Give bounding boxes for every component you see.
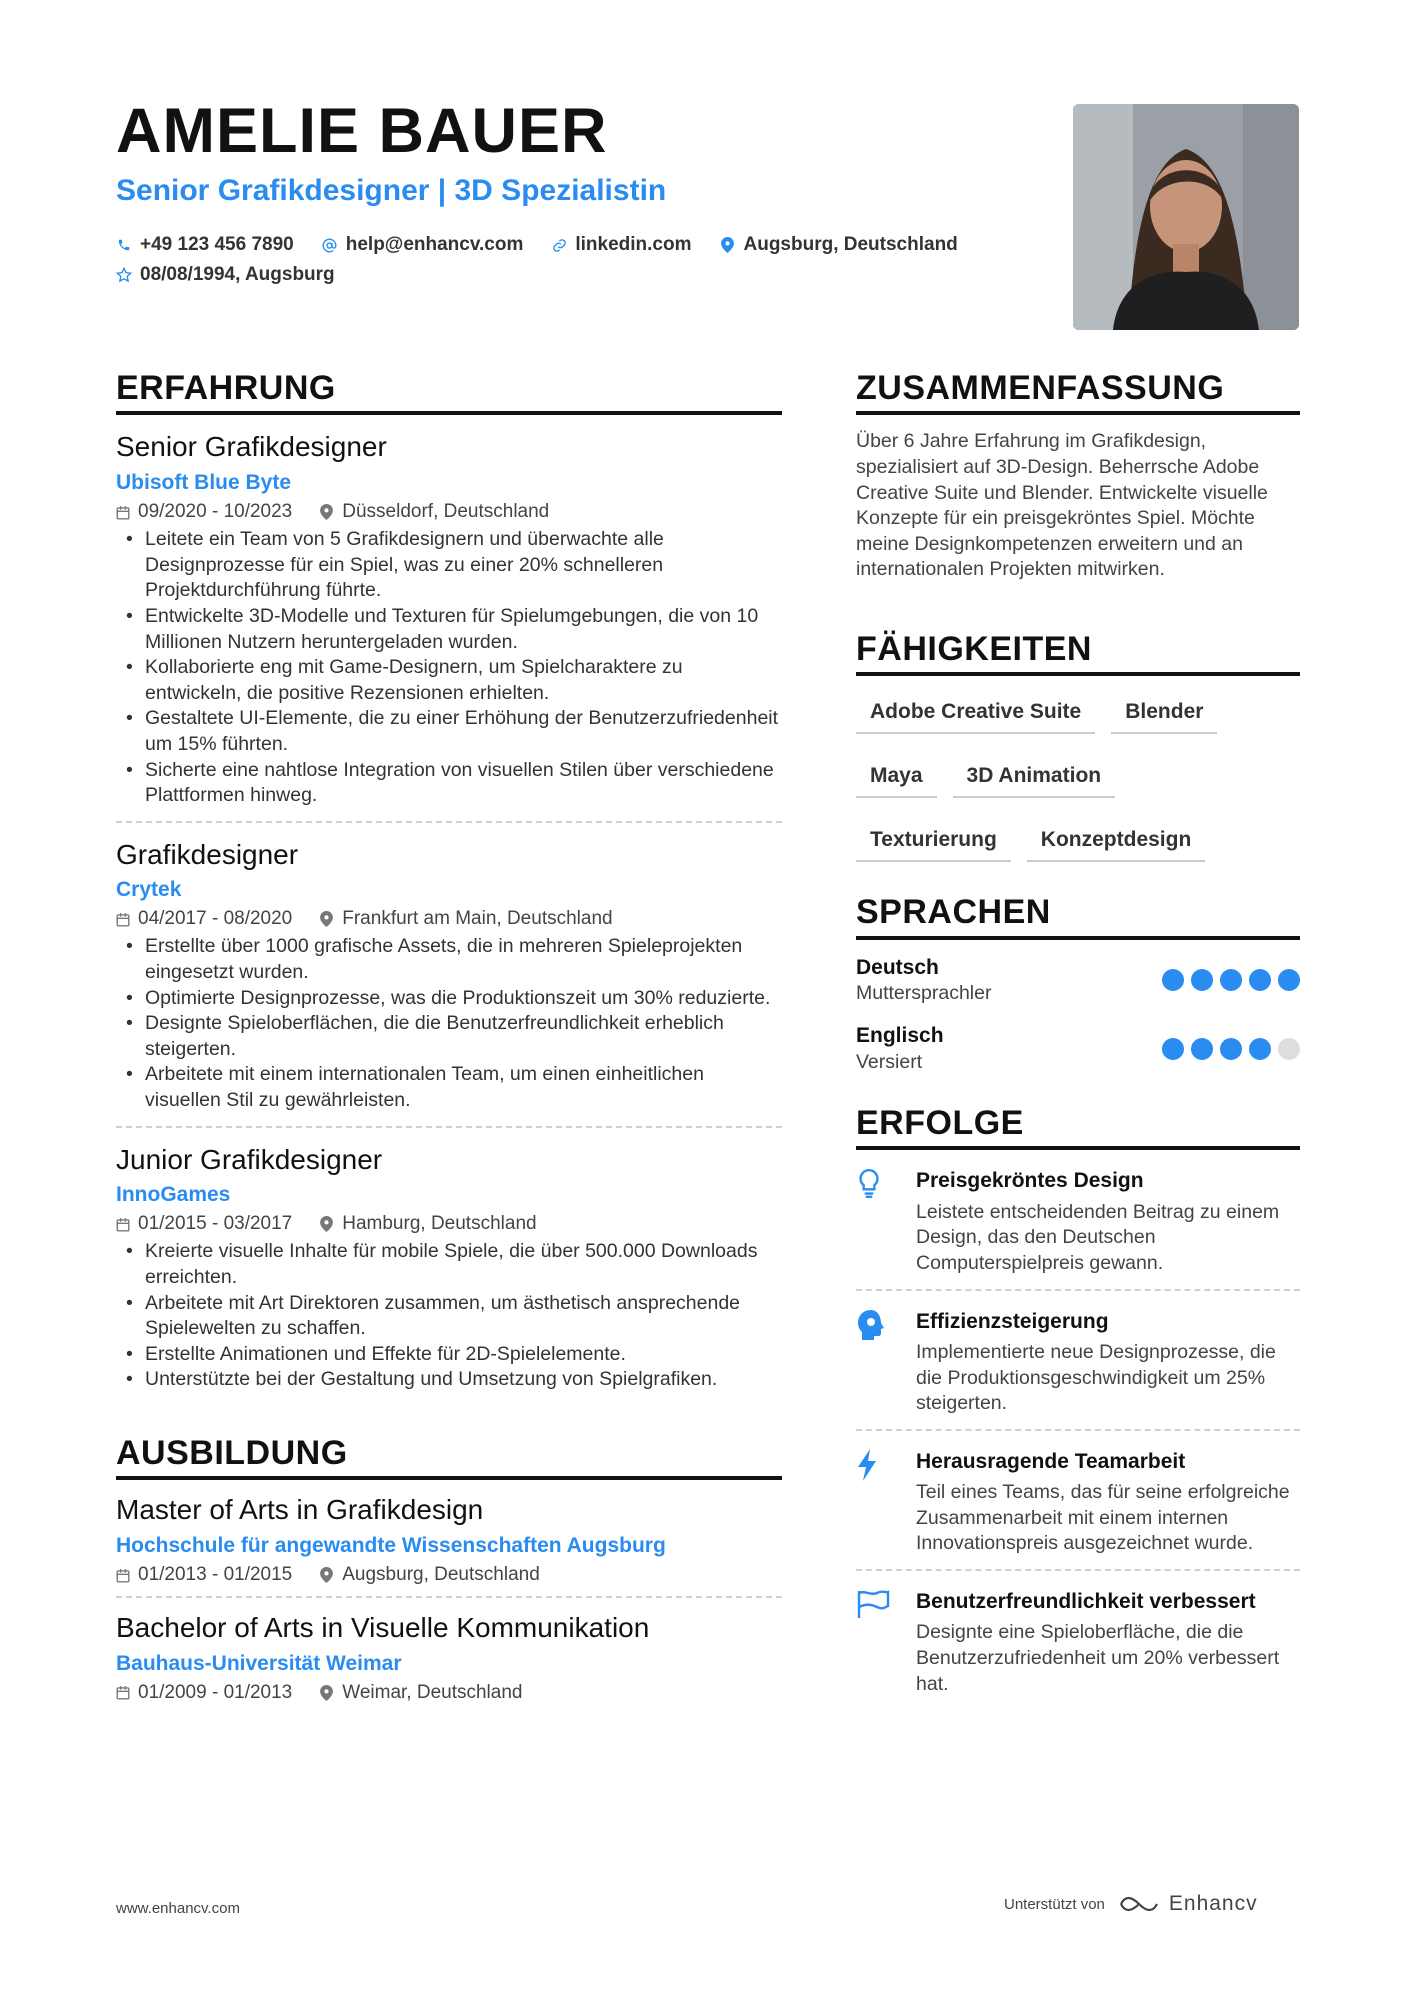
degree-name: Bachelor of Arts in Visuelle Kommunikation bbox=[116, 1612, 650, 1644]
calendar-icon bbox=[116, 1216, 130, 1232]
linkedin-value: linkedin.com bbox=[575, 234, 692, 255]
skill-tag: Maya bbox=[856, 758, 937, 798]
job-role: Grafikdesigner bbox=[116, 838, 299, 870]
job-entry bbox=[116, 1128, 782, 1405]
job-entry bbox=[116, 415, 782, 822]
job-role: Senior Grafikdesigner bbox=[116, 431, 387, 463]
rating-dot bbox=[1249, 969, 1271, 991]
rating-dot bbox=[1278, 1038, 1300, 1060]
achievements-list bbox=[856, 1150, 1300, 1709]
location-value: Augsburg, Deutschland bbox=[342, 1564, 540, 1586]
calendar-icon bbox=[116, 1567, 130, 1583]
entry-dates bbox=[116, 1564, 292, 1586]
skill-tag: 3D Animation bbox=[953, 758, 1116, 798]
achievement-body bbox=[916, 1587, 1300, 1697]
job-bullets bbox=[116, 934, 782, 1113]
degree-name: Master of Arts in Grafikdesign bbox=[116, 1494, 484, 1526]
rating-dot bbox=[1162, 969, 1184, 991]
language-name: Englisch bbox=[856, 1024, 944, 1048]
experience-list bbox=[116, 415, 782, 1405]
lightbulb-icon bbox=[856, 1166, 916, 1276]
rating-dot bbox=[1191, 1038, 1213, 1060]
entry-meta bbox=[116, 1682, 782, 1704]
entry-dates bbox=[116, 1213, 292, 1235]
candidate-title: Senior Grafikdesigner | 3D Spezialistin bbox=[116, 174, 667, 207]
map-pin-icon bbox=[320, 1685, 334, 1701]
language-level: Muttersprachler bbox=[856, 982, 992, 1005]
job-role: Junior Grafikdesigner bbox=[116, 1143, 383, 1175]
summary-text: Über 6 Jahre Erfahrung im Grafikdesign, spezialisiert auf 3D-Design. Beherrsche Adobe Creative Suite und Blender. Entwickelte visuelle Konzepte für ein preisgekröntes Spiel. Möchte meine Designkompetenzen erweitern und an internationalen Projekten mitwirken. bbox=[856, 430, 1268, 581]
contact-info bbox=[116, 230, 1016, 290]
contact-phone bbox=[116, 234, 294, 256]
language-info bbox=[856, 1022, 944, 1075]
entry-meta bbox=[116, 908, 782, 930]
rating-dot bbox=[1191, 969, 1213, 991]
skill-tag: Texturierung bbox=[856, 822, 1011, 862]
language-info bbox=[856, 954, 991, 1007]
rating-dot bbox=[1249, 1038, 1271, 1060]
contact-email[interactable] bbox=[322, 234, 524, 256]
achievement-item bbox=[856, 1571, 1300, 1709]
bullet-item: • Entwickelte 3D-Modelle und Texturen für Spielumgebungen, die von 10 Millionen Nutzern heruntergeladen wurden. bbox=[116, 604, 782, 655]
left-column bbox=[116, 370, 782, 1714]
achievement-desc: Implementierte neue Designprozesse, die die Produktionsgeschwindigkeit um 25% steigerten. bbox=[916, 1340, 1276, 1415]
rating-dot bbox=[1220, 1038, 1242, 1060]
job-entry bbox=[116, 823, 782, 1128]
contact-linkedin[interactable] bbox=[551, 234, 691, 256]
enhancv-brand: Enhancv bbox=[1168, 1892, 1258, 1915]
entry-meta bbox=[116, 1213, 782, 1235]
dates-value: 01/2013 - 01/2015 bbox=[138, 1564, 293, 1586]
map-pin-icon bbox=[320, 1216, 334, 1232]
achievement-desc: Teil eines Teams, das für seine erfolgreiche Zusammenarbeit mit einem internen Innovationspreis ausgezeichnet wurde. bbox=[916, 1481, 1290, 1555]
calendar-icon bbox=[116, 911, 130, 927]
location-value: Frankfurt am Main, Deutschland bbox=[342, 908, 613, 930]
entry-location bbox=[320, 1213, 536, 1235]
link-icon bbox=[551, 236, 567, 254]
skill-tag: Konzeptdesign bbox=[1027, 822, 1206, 862]
bullet-item: • Arbeitete mit Art Direktoren zusammen, um ästhetisch ansprechende Spielewelten zu schaffen. bbox=[116, 1291, 782, 1342]
rating-dot bbox=[1162, 1038, 1184, 1060]
language-row bbox=[856, 1022, 1300, 1075]
achievement-item bbox=[856, 1431, 1300, 1571]
achievement-desc: Leistete entscheidenden Beitrag zu einem Design, das den Deutschen Computerspielpreis gewann. bbox=[916, 1200, 1280, 1274]
enhancv-logo-icon bbox=[1117, 1893, 1161, 1915]
right-column bbox=[856, 370, 1300, 1709]
rating-dot bbox=[1278, 969, 1300, 991]
map-pin-icon bbox=[320, 911, 334, 927]
dates-value: 09/2020 - 10/2023 bbox=[138, 501, 293, 523]
footer-branding bbox=[1004, 1892, 1258, 1916]
bullet-item: • Sicherte eine nahtlose Integration von visuellen Stilen über verschiedene Plattformen hinweg. bbox=[116, 758, 782, 809]
achievement-title: Herausragende Teamarbeit bbox=[916, 1449, 1186, 1473]
education-heading: AUSBILDUNG bbox=[116, 1435, 782, 1480]
location-value: Augsburg, Deutschland bbox=[743, 234, 958, 255]
email-value: help@enhancv.com bbox=[345, 234, 524, 255]
achievement-body bbox=[916, 1307, 1300, 1417]
entry-location bbox=[320, 501, 549, 523]
rating-dot bbox=[1220, 969, 1242, 991]
entry-dates bbox=[116, 908, 292, 930]
skill-tag: Adobe Creative Suite bbox=[856, 694, 1095, 734]
language-level: Versiert bbox=[856, 1050, 923, 1073]
achievement-item bbox=[856, 1150, 1300, 1290]
lightning-icon bbox=[856, 1447, 916, 1557]
footer-website[interactable]: www.enhancv.com bbox=[116, 1900, 240, 1917]
bullet-item: • Unterstützte bei der Gestaltung und Umsetzung von Spielgrafiken. bbox=[116, 1367, 782, 1393]
phone-value: +49 123 456 7890 bbox=[140, 234, 294, 255]
location-value: Düsseldorf, Deutschland bbox=[342, 501, 550, 523]
location-value: Hamburg, Deutschland bbox=[342, 1213, 537, 1235]
bullet-item: • Gestaltete UI-Elemente, die zu einer Erhöhung der Benutzerzufriedenheit um 15% führten. bbox=[116, 706, 782, 757]
bullet-item: • Designte Spieloberflächen, die die Benutzerfreundlichkeit erheblich steigerten. bbox=[116, 1011, 782, 1062]
map-pin-icon bbox=[720, 236, 736, 254]
experience-heading: ERFAHRUNG bbox=[116, 370, 782, 415]
location-value: Weimar, Deutschland bbox=[342, 1681, 523, 1703]
achievement-title: Effizienzsteigerung bbox=[916, 1309, 1109, 1333]
job-bullets bbox=[116, 1239, 782, 1393]
at-icon bbox=[322, 236, 338, 254]
dates-value: 04/2017 - 08/2020 bbox=[138, 908, 293, 930]
head-icon bbox=[856, 1307, 916, 1417]
map-pin-icon bbox=[320, 1567, 334, 1583]
achievement-desc: Designte eine Spieloberfläche, die die Benutzerzufriedenheit um 20% verbessert hat. bbox=[916, 1621, 1280, 1695]
school-name: Bauhaus-Universität Weimar bbox=[116, 1651, 402, 1675]
job-bullets bbox=[116, 527, 782, 809]
phone-icon bbox=[116, 236, 132, 254]
bullet-item: • Kollaborierte eng mit Game-Designern, um Spielcharaktere zu entwickeln, die positive Rezensionen erhielten. bbox=[116, 655, 782, 706]
entry-location bbox=[320, 1682, 522, 1704]
contact-birth bbox=[116, 264, 335, 286]
skills-heading: FÄHIGKEITEN bbox=[856, 631, 1300, 676]
entry-location bbox=[320, 1564, 540, 1586]
language-row bbox=[856, 954, 1300, 1007]
company-name: InnoGames bbox=[116, 1183, 231, 1207]
dates-value: 01/2009 - 01/2013 bbox=[138, 1681, 293, 1703]
bullet-item: • Erstellte Animationen und Effekte für 2D-Spielelemente. bbox=[116, 1342, 782, 1368]
education-list bbox=[116, 1480, 782, 1714]
summary-heading: ZUSAMMENFASSUNG bbox=[856, 370, 1300, 415]
achievement-body bbox=[916, 1166, 1300, 1276]
achievements-heading: ERFOLGE bbox=[856, 1105, 1300, 1150]
company-name: Crytek bbox=[116, 878, 182, 902]
entry-meta bbox=[116, 501, 782, 523]
achievement-title: Benutzerfreundlichkeit verbessert bbox=[916, 1589, 1256, 1613]
profile-photo bbox=[1073, 104, 1299, 330]
contact-location bbox=[720, 234, 958, 256]
bullet-item: • Optimierte Designprozesse, was die Produktionszeit um 30% reduzierte. bbox=[116, 986, 782, 1012]
language-rating bbox=[1155, 1038, 1300, 1060]
skill-tag: Blender bbox=[1111, 694, 1217, 734]
dates-value: 01/2015 - 03/2017 bbox=[138, 1213, 293, 1235]
company-name: Ubisoft Blue Byte bbox=[116, 470, 292, 494]
skills-list bbox=[856, 694, 1300, 886]
calendar-icon bbox=[116, 1685, 130, 1701]
education-entry bbox=[116, 1598, 782, 1714]
birth-value: 08/08/1994, Augsburg bbox=[140, 264, 335, 285]
bullet-item: • Arbeitete mit einem internationalen Team, um einen einheitlichen visuellen Stil zu gewährleisten. bbox=[116, 1062, 782, 1113]
achievement-title: Preisgekröntes Design bbox=[916, 1169, 1144, 1193]
languages-heading: SPRACHEN bbox=[856, 894, 1300, 939]
achievement-item bbox=[856, 1291, 1300, 1431]
language-name: Deutsch bbox=[856, 955, 939, 979]
bullet-item: • Kreierte visuelle Inhalte für mobile Spiele, die über 500.000 Downloads erreichten. bbox=[116, 1239, 782, 1290]
school-name: Hochschule für angewandte Wissenschaften Augsburg bbox=[116, 1533, 666, 1557]
calendar-icon bbox=[116, 504, 130, 520]
powered-by-text: Unterstützt von bbox=[1004, 1895, 1105, 1913]
achievement-body bbox=[916, 1447, 1300, 1557]
entry-meta bbox=[116, 1564, 782, 1586]
map-pin-icon bbox=[320, 504, 334, 520]
flag-icon bbox=[856, 1587, 916, 1697]
star-icon bbox=[116, 266, 132, 284]
language-rating bbox=[1155, 969, 1300, 991]
education-entry bbox=[116, 1480, 782, 1598]
languages-list bbox=[856, 954, 1300, 1075]
bullet-item: • Leitete ein Team von 5 Grafikdesignern und überwachte alle Designprozesse für ein Spiel, was zu einer 20% schnelleren Projektdurchführung führte. bbox=[116, 527, 782, 604]
entry-dates bbox=[116, 501, 292, 523]
candidate-name: AMELIE BAUER bbox=[116, 96, 608, 166]
entry-dates bbox=[116, 1682, 292, 1704]
entry-location bbox=[320, 908, 612, 930]
bullet-item: • Erstellte über 1000 grafische Assets, die in mehreren Spieleprojekten eingesetzt wurden. bbox=[116, 934, 782, 985]
